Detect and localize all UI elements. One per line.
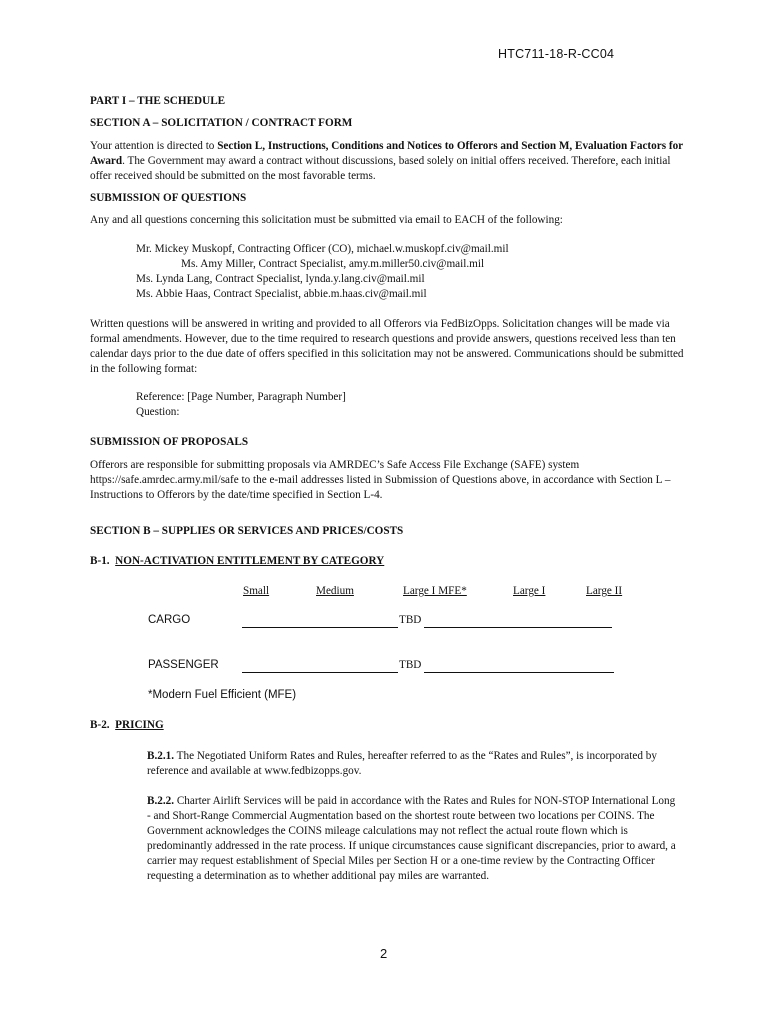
b21-number: B.2.1. <box>147 750 175 762</box>
b2-number: B-2. <box>90 719 110 731</box>
b2-heading <box>90 719 164 731</box>
cargo-value: TBD <box>399 614 422 626</box>
row-label-cargo: CARGO <box>148 614 191 626</box>
section-b-title: SECTION B – SUPPLIES OR SERVICES AND PRICES/COSTS <box>90 525 404 537</box>
questions-intro: Any and all questions concerning this solicitation must be submitted via email to EACH of the following: <box>90 214 563 226</box>
section-a-intro <box>90 139 690 184</box>
row-label-passenger: PASSENGER <box>148 659 219 671</box>
proposals-title: SUBMISSION OF PROPOSALS <box>90 436 249 448</box>
questions-body: Written questions will be answered in writing and provided to all Offerors via FedBizOpps. Solicitation changes will be made via formal amendments. However, due to the time required to research questions and provide answers, questions received less than ten calendar days prior to the due date of offers specified in this solicitation may not be answered. Communications should be submitted in the following format: <box>90 318 684 375</box>
column-header-large-ii: Large II <box>586 585 623 597</box>
column-header-medium: Medium <box>316 585 354 597</box>
column-header-large-i-mfe: Large I MFE* <box>403 585 467 597</box>
contact-item: Ms. Abbie Haas, Contract Specialist, abbie.m.haas.civ@mail.mil <box>136 288 427 300</box>
b21-text: The Negotiated Uniform Rates and Rules, hereafter referred to as the “Rates and Rules”, is incorporated by reference and available at www.fedbizopps.gov. <box>147 750 657 777</box>
column-header-large-i: Large I <box>513 585 546 597</box>
intro-post: . The Government may award a contract without discussions, based solely on initial offers received. Therefore, each initial offer received should be submitted on the most favorable terms. <box>90 155 671 182</box>
b22-text: Charter Airlift Services will be paid in accordance with the Rates and Rules for NON-STOP International Long - and Short-Range Commercial Augmentation based on the shortest route between two locations per COINS. The Government acknowledges the COINS mileage calculations may not reflect the actual route flown which is predominantly addressed in the rate process. If unique circumstances cause significant discrepancies, prior to award, a carrier may request establishment of Special Miles per Section H or a one-time review by the Contracting Officer requesting a determination as to whether additional pay miles are warranted. <box>147 795 676 882</box>
blank-line <box>242 627 398 628</box>
b21-paragraph <box>147 749 677 779</box>
contact-item: Ms. Amy Miller, Contract Specialist, amy.m.miller50.civ@mail.mil <box>181 258 485 270</box>
document-id: HTC711-18-R-CC04 <box>498 47 615 61</box>
column-header-small: Small <box>243 585 270 597</box>
questions-title: SUBMISSION OF QUESTIONS <box>90 192 247 204</box>
blank-line <box>242 672 398 673</box>
contact-item: Mr. Mickey Muskopf, Contracting Officer (CO), michael.w.muskopf.civ@mail.mil <box>136 243 509 255</box>
page-number: 2 <box>380 946 388 961</box>
blank-line <box>424 672 614 673</box>
format-reference: Reference: [Page Number, Paragraph Number] <box>136 391 346 403</box>
b22-paragraph <box>147 794 677 884</box>
proposals-body: Offerors are responsible for submitting proposals via AMRDEC’s Safe Access File Exchange (SAFE) system https://safe.amrdec.army.mil/safe to the e-mail addresses listed in Submission of Questions above, in accordance with Section L – Instructions to Offerors by the date/time specified in Section L-4. <box>90 459 671 501</box>
b22-number: B.2.2. <box>147 795 175 807</box>
contact-item: Ms. Lynda Lang, Contract Specialist, lynda.y.lang.civ@mail.mil <box>136 273 425 285</box>
intro-pre: Your attention is directed to <box>90 140 218 152</box>
mfe-footnote: *Modern Fuel Efficient (MFE) <box>148 689 297 701</box>
blank-line <box>424 627 612 628</box>
part-title: PART I – THE SCHEDULE <box>90 95 226 107</box>
b1-title: NON-ACTIVATION ENTITLEMENT BY CATEGORY <box>115 555 385 567</box>
section-a-title: SECTION A – SOLICITATION / CONTRACT FORM <box>90 117 353 129</box>
passenger-value: TBD <box>399 659 422 671</box>
intro-bold: Section L, Instructions, Conditions and Notices to Offerors and Section M, Evaluation Factors for Award <box>90 140 683 167</box>
format-question: Question: <box>136 406 180 418</box>
b2-title: PRICING <box>115 719 164 731</box>
b1-heading <box>90 555 384 567</box>
b1-number: B-1. <box>90 555 110 567</box>
